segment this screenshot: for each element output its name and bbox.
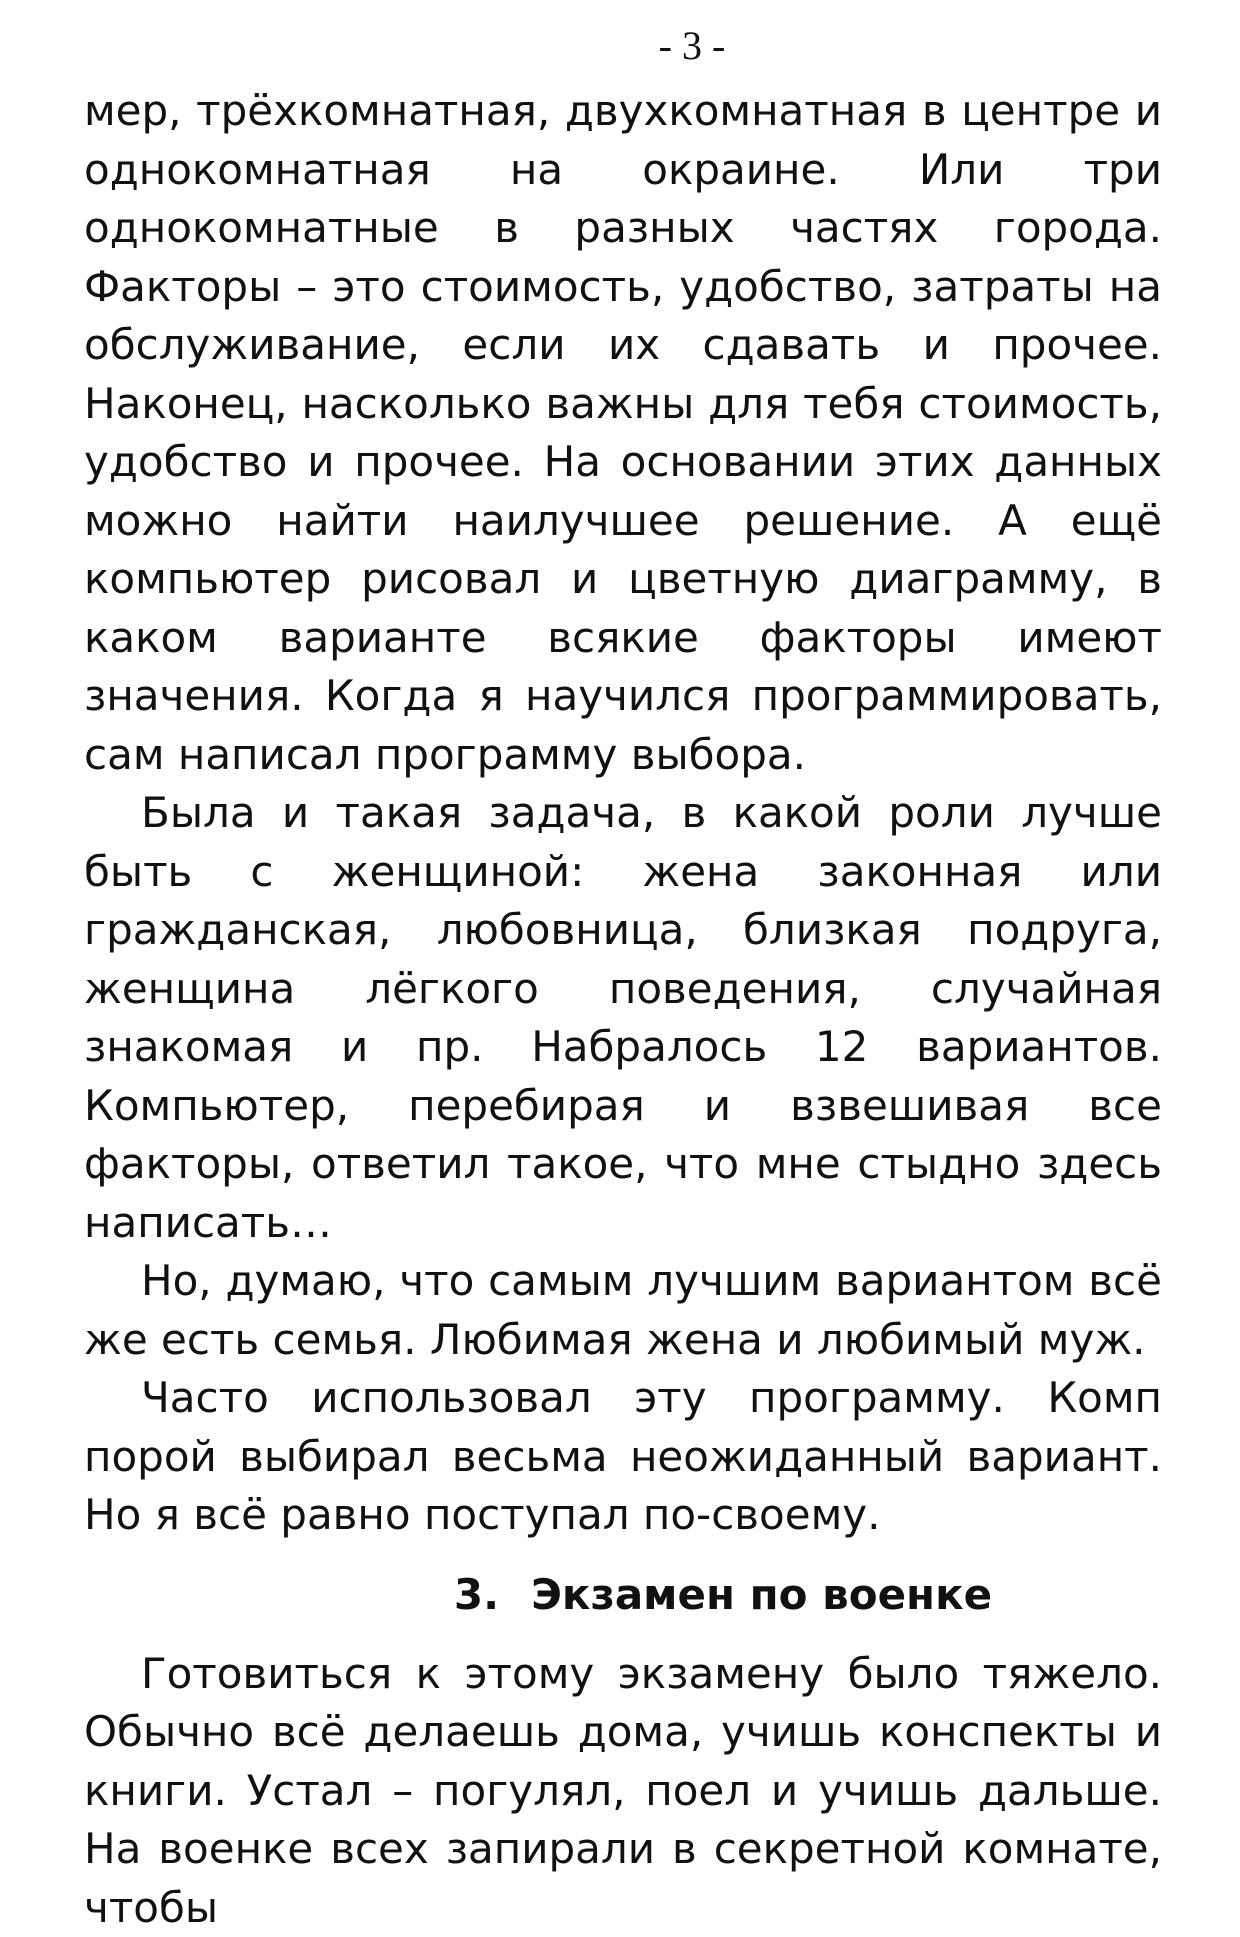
paragraph: Готовиться к этому экзамену было тяжело. Обычно всё делаешь дома, учишь конспекты и книги. Устал – погулял, поел и учишь дальше. На военке всех запирали в секретной комнате, чтобы: [84, 1645, 1162, 1937]
page-body: [84, 82, 1162, 1937]
section-number: 3.: [454, 1565, 499, 1625]
paragraph: Часто использовал эту программу. Комп порой выбирал весьма неожиданный вариант. Но я всё равно поступал по-своему.: [84, 1369, 1162, 1545]
paragraph-continuation: мер, трёхкомнатная, двухкомнатная в центре и однокомнатная на окраине. Или три однокомнатные в разных частях города. Факторы – это стоимость, удобство, затраты на обслуживание, если их сдавать и прочее. Наконец, насколько важны для тебя стоимость, удобство и прочее. На основании этих данных можно найти наилучшее решение. А ещё компьютер рисовал и цветную диаграмму, в каком варианте всякие факторы имеют значения. Когда я научился программировать, сам написал программу выбора.: [84, 82, 1162, 784]
page-number: - 3 -: [0, 22, 1240, 70]
paragraph: Была и такая задача, в какой роли лучше быть с женщиной: жена законная или гражданская, любовница, близкая подруга, женщина лёгкого поведения, случайная знакомая и пр. Набралось 12 вариантов. Компьютер, перебирая и взвешивая все факторы, ответил такое, что мне стыдно здесь написать…: [84, 784, 1162, 1252]
section-title: Экзамен по военке: [531, 1570, 992, 1619]
section-heading: [84, 1545, 1162, 1645]
paragraph: Но, думаю, что самым лучшим вариантом всё же есть семья. Любимая жена и любимый муж.: [84, 1252, 1162, 1369]
